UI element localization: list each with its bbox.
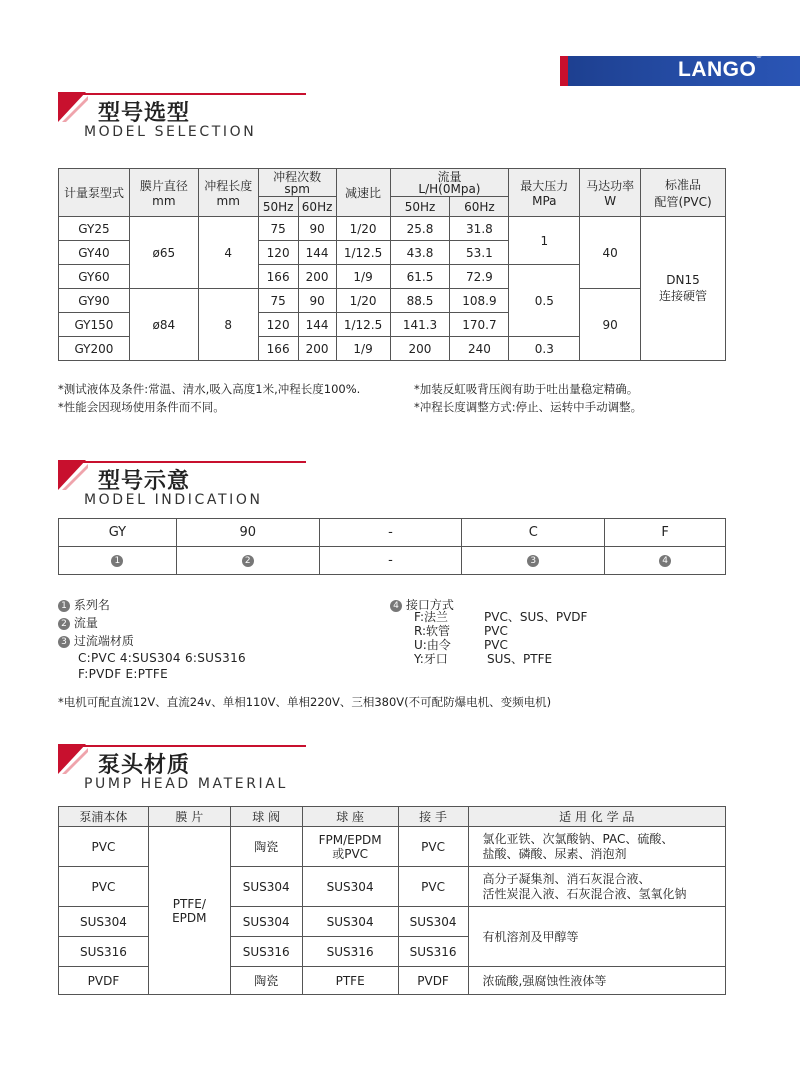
header-seat: 球 座 [302,807,398,827]
cell-joint: SUS304 [398,907,468,937]
cell-ratio: 1/12.5 [336,313,390,337]
header-valve: 球 阀 [230,807,302,827]
cell-spm50: 75 [258,217,298,241]
cell-model: GY40 [59,241,130,265]
cell-chemicals: 高分子凝集剂、消石灰混合液、 活性炭混入液、石灰混合液、氢氧化钠 [468,867,725,907]
section-title-zh: 型号选型 [98,101,191,126]
header-diaphragm: 膜 片 [148,807,230,827]
cell-body: PVDF [59,967,149,995]
cell-diaphragm: ø65 [129,217,198,289]
section-marker-icon [58,460,88,490]
cell-diaphragm: PTFE/ EPDM [148,827,230,995]
header-chemicals: 适 用 化 学 品 [468,807,725,827]
cell-flow60: 240 [450,337,509,361]
section-title-zh: 型号示意 [98,469,191,494]
cell-body: PVC [59,827,149,867]
marker-row [59,547,726,575]
cell-spm60: 200 [298,337,336,361]
cell-chemicals: 有机溶剂及甲醇等 [468,907,725,967]
note-stroke-adjust: *冲程长度调整方式:停止、运转中手动调整。 [414,400,643,414]
note-performance: *性能会因现场使用条件而不同。 [58,400,225,414]
cell-stroke: 8 [198,289,258,361]
cell-joint: PVC [398,867,468,907]
cell-model: GY60 [59,265,130,289]
pump-head-material-table [58,806,726,995]
legend-connection: 4 接口方式 [390,596,454,613]
cell-ratio: 1/20 [336,217,390,241]
legend-connection-codes: F:法兰 R:软管 U:由令 Y:牙口 [414,610,451,666]
cell-joint: PVDF [398,967,468,995]
cell-flow50: 43.8 [390,241,450,265]
cell-model: GY150 [59,313,130,337]
cell-flow60: 108.9 [450,289,509,313]
cell-chemicals: 浓硫酸,强腐蚀性液体等 [468,967,725,995]
cell-joint: PVC [398,827,468,867]
cell-body: SUS316 [59,937,149,967]
cell-spm60: 90 [298,289,336,313]
section-header-pump-head [58,744,306,792]
cell-seat: PTFE [302,967,398,995]
cell-model: GY200 [59,337,130,361]
section-title-zh: 泵头材质 [98,753,191,778]
header-model: 计量泵型式 [59,169,130,217]
cell-model: GY25 [59,217,130,241]
model-selection-table [58,168,726,361]
cell-spm50: 120 [258,313,298,337]
marker-4: 4 [605,547,726,575]
header-pipe: 标准品 配管(PVC) [641,169,726,217]
cell-valve: SUS316 [230,937,302,967]
note-motor-options: *电机可配直流12V、直流24v、单相110V、单相220V、三相380V(不可配防爆电机、变频电机) [58,695,552,709]
code-flow: 90 [176,519,319,547]
cell-spm60: 144 [298,313,336,337]
section-title-en: PUMP HEAD MATERIAL [84,776,288,792]
cell-body: SUS304 [59,907,149,937]
cell-ratio: 1/9 [336,337,390,361]
cell-pipe: DN15 连接硬管 [641,217,726,361]
section-header-model-indication [58,460,306,508]
cell-flow50: 61.5 [390,265,450,289]
cell-ratio: 1/20 [336,289,390,313]
header-spm: 冲程次数 spm [258,169,336,197]
cell-flow60: 53.1 [450,241,509,265]
header-pressure: 最大压力 MPa [509,169,580,217]
note-anti-siphon: *加装反虹吸背压阀有助于吐出量稳定精确。 [414,382,639,396]
cell-flow50: 200 [390,337,450,361]
code-row [59,519,726,547]
cell-valve: SUS304 [230,907,302,937]
model-indication-table [58,518,726,575]
cell-ratio: 1/12.5 [336,241,390,265]
header-diaphragm: 膜片直径 mm [129,169,198,217]
cell-flow60: 72.9 [450,265,509,289]
cell-valve: 陶瓷 [230,967,302,995]
code-series: GY [59,519,177,547]
cell-joint: SUS316 [398,937,468,967]
section-title-en: MODEL SELECTION [84,124,257,140]
marker-separator: - [319,547,462,575]
legend-connection-materials: PVC、SUS、PVDF PVC PVC SUS、PTFE [484,610,588,666]
cell-spm50: 166 [258,265,298,289]
header-flow: 流量 L/H(0Mpa) [390,169,509,197]
cell-flow60: 170.7 [450,313,509,337]
cell-pressure: 0.5 [509,265,580,337]
cell-diaphragm: ø84 [129,289,198,361]
cell-flow50: 88.5 [390,289,450,313]
brand-logo: LANGO® [678,53,762,81]
cell-spm60: 144 [298,241,336,265]
logo-accent [560,56,568,86]
cell-power: 40 [580,217,641,289]
cell-seat: SUS304 [302,907,398,937]
legend-series: 1 系列名 [58,596,110,613]
table-row [59,289,726,313]
code-material: C [462,519,605,547]
code-connection: F [605,519,726,547]
marker-3: 3 [462,547,605,575]
cell-valve: 陶瓷 [230,827,302,867]
note-test-condition: *测试液体及条件:常温、清水,吸入高度1米,冲程长度100%. [58,382,361,396]
header-joint: 接 手 [398,807,468,827]
cell-chemicals: 氯化亚铁、次氯酸钠、PAC、硫酸、 盐酸、磷酸、尿素、消泡剂 [468,827,725,867]
header-spm-60hz: 60Hz [298,197,336,217]
marker-2: 2 [176,547,319,575]
header-ratio: 减速比 [336,169,390,217]
section-marker-icon [58,744,88,774]
table-row [59,217,726,241]
cell-flow50: 25.8 [390,217,450,241]
header-power: 马达功率 W [580,169,641,217]
section-title-en: MODEL INDICATION [84,492,263,508]
cell-pressure: 1 [509,217,580,265]
cell-spm50: 166 [258,337,298,361]
cell-spm50: 120 [258,241,298,265]
header-flow-50hz: 50Hz [390,197,450,217]
header-body: 泵浦本体 [59,807,149,827]
cell-model: GY90 [59,289,130,313]
cell-spm50: 75 [258,289,298,313]
cell-power: 90 [580,289,641,361]
cell-seat: SUS304 [302,867,398,907]
marker-1: 1 [59,547,177,575]
cell-flow60: 31.8 [450,217,509,241]
code-separator: - [319,519,462,547]
cell-spm60: 90 [298,217,336,241]
cell-ratio: 1/9 [336,265,390,289]
cell-valve: SUS304 [230,867,302,907]
cell-body: PVC [59,867,149,907]
cell-stroke: 4 [198,217,258,289]
cell-seat: SUS316 [302,937,398,967]
header-spm-50hz: 50Hz [258,197,298,217]
table-row [59,827,726,867]
section-marker-icon [58,92,88,122]
legend-material: 3 过流端材质 [58,632,134,649]
legend-material-options-1: C:PVC 4:SUS304 6:SUS316 [78,651,246,665]
cell-seat: FPM/EPDM 或PVC [302,827,398,867]
section-header-model-selection [58,92,306,140]
header-stroke: 冲程长度 mm [198,169,258,217]
header-flow-60hz: 60Hz [450,197,509,217]
legend-material-options-2: F:PVDF E:PTFE [78,667,168,681]
cell-spm60: 200 [298,265,336,289]
brand-logo-bar [560,53,800,86]
cell-flow50: 141.3 [390,313,450,337]
cell-pressure: 0.3 [509,337,580,361]
legend-flow: 2 流量 [58,614,98,631]
